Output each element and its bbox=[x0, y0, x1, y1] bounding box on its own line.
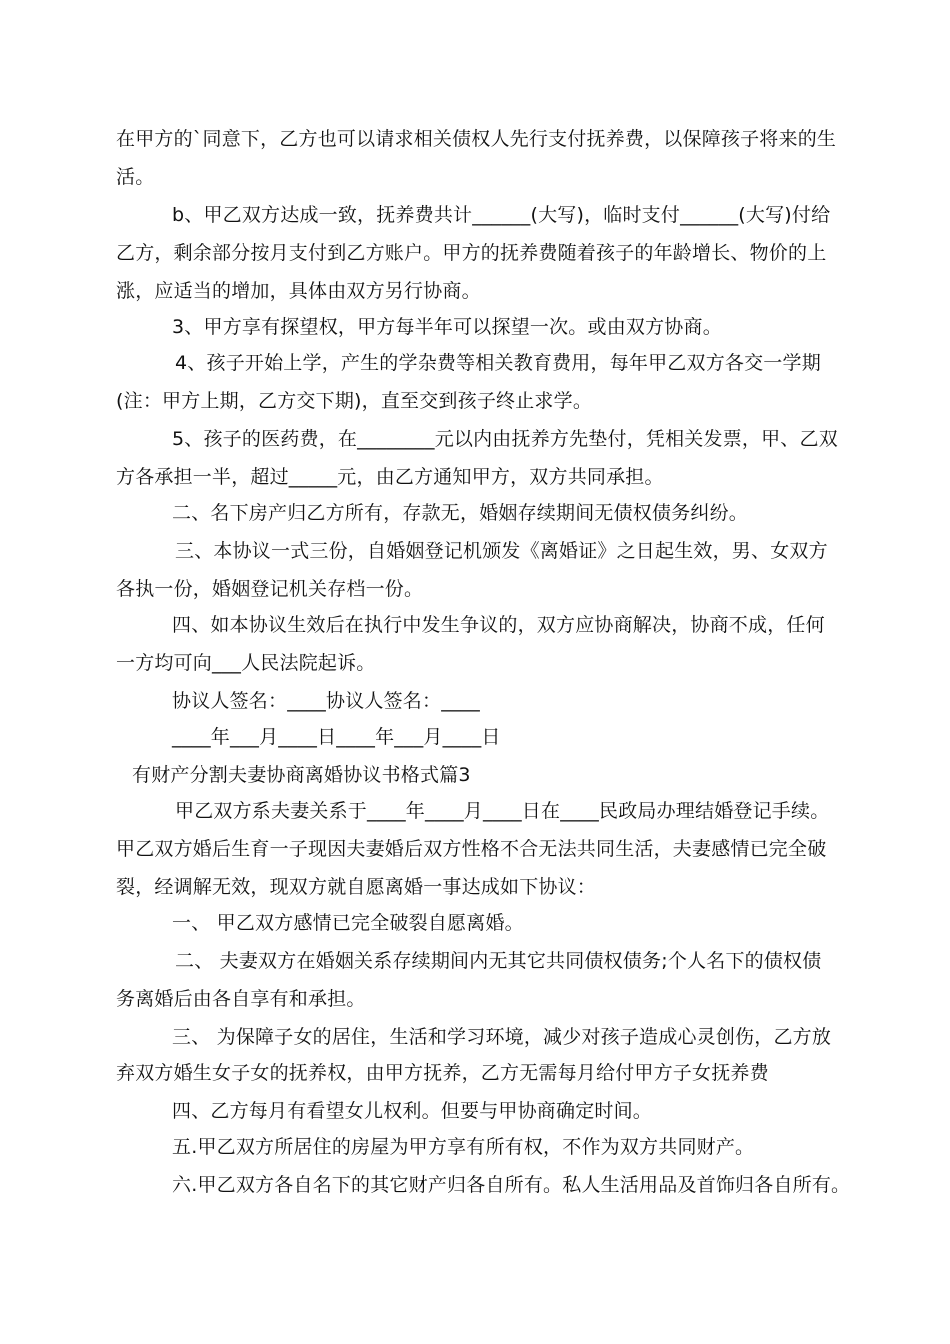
text-line: 一、 甲乙双方感情已完全破裂自愿离婚。 bbox=[172, 912, 524, 934]
text-line: 四、乙方每月有看望女儿权利。但要与甲协商确定时间。 bbox=[172, 1100, 653, 1122]
signature-line: 协议人签名：____协议人签名：____ bbox=[172, 690, 481, 712]
text-line: 甲乙双方婚后生育一子现因夫妻婚后双方性格不合无法共同生活，夫妻感情已完全破 bbox=[116, 838, 827, 860]
text-line: 3、甲方享有探望权，甲方每半年可以探望一次。或由双方协商。 bbox=[172, 316, 722, 338]
text-line: 六.甲乙双方各自名下的其它财产归各自所有。私人生活用品及首饰归各自所有。 bbox=[172, 1174, 851, 1196]
text-line: 弃双方婚生女子女的抚养权，由甲方抚养，乙方无需每月给付甲方子女抚养费 bbox=[116, 1062, 769, 1084]
text-line: (注：甲方上期，乙方交下期)，直至交到孩子终止求学。 bbox=[116, 390, 593, 412]
text-line: 三、本协议一式三份，自婚姻登记机颁发《离婚证》之日起生效，男、女双方 bbox=[175, 540, 828, 562]
text-line: 三、 为保障子女的居住，生活和学习环境，减少对孩子造成心灵创伤，乙方放 bbox=[172, 1026, 832, 1048]
text-line: 在甲方的`同意下，乙方也可以请求相关债权人先行支付抚养费，以保障孩子将来的生 bbox=[116, 128, 837, 150]
text-line: 涨，应适当的增加，具体由双方另行协商。 bbox=[116, 280, 481, 302]
text-line: 五.甲乙双方所居住的房屋为甲方享有所有权，不作为双方共同财产。 bbox=[172, 1136, 755, 1158]
text-line: 一方均可向___人民法院起诉。 bbox=[116, 652, 376, 674]
text-line: 乙方，剩余部分按月支付到乙方账户。甲方的抚养费随着孩子的年龄增长、物价的上 bbox=[116, 242, 827, 264]
text-line: 裂，经调解无效，现双方就自愿离婚一事达成如下协议： bbox=[116, 876, 597, 898]
section-heading: 有财产分割夫妻协商离婚协议书格式篇3 bbox=[132, 764, 471, 786]
date-line: ____年___月____日____年___月____日 bbox=[172, 726, 501, 748]
text-line: b、甲乙双方达成一致，抚养费共计______(大写)，临时支付______(大写)付给 bbox=[172, 204, 831, 226]
text-line: 活。 bbox=[116, 166, 155, 188]
text-line: 甲乙双方系夫妻关系于____年____月____日在____民政局办理结婚登记手续。 bbox=[175, 800, 830, 822]
text-line: 方各承担一半，超过_____元，由乙方通知甲方，双方共同承担。 bbox=[116, 466, 664, 488]
text-line: 务离婚后由各自享有和承担。 bbox=[116, 988, 366, 1010]
text-line: 二、 夫妻双方在婚姻关系存续期间内无其它共同债权债务;个人名下的债权债 bbox=[175, 950, 822, 972]
text-line: 四、如本协议生效后在执行中发生争议的，双方应协商解决，协商不成，任何 bbox=[172, 614, 825, 636]
text-line: 4、孩子开始上学，产生的学杂费等相关教育费用，每年甲乙双方各交一学期 bbox=[175, 352, 821, 374]
text-line: 各执一份，婚姻登记机关存档一份。 bbox=[116, 578, 424, 600]
text-line: 二、名下房产归乙方所有，存款无，婚姻存续期间无债权债务纠纷。 bbox=[172, 502, 749, 524]
text-line: 5、孩子的医药费，在________元以内由抚养方先垫付，凭相关发票，甲、乙双 bbox=[172, 428, 838, 450]
